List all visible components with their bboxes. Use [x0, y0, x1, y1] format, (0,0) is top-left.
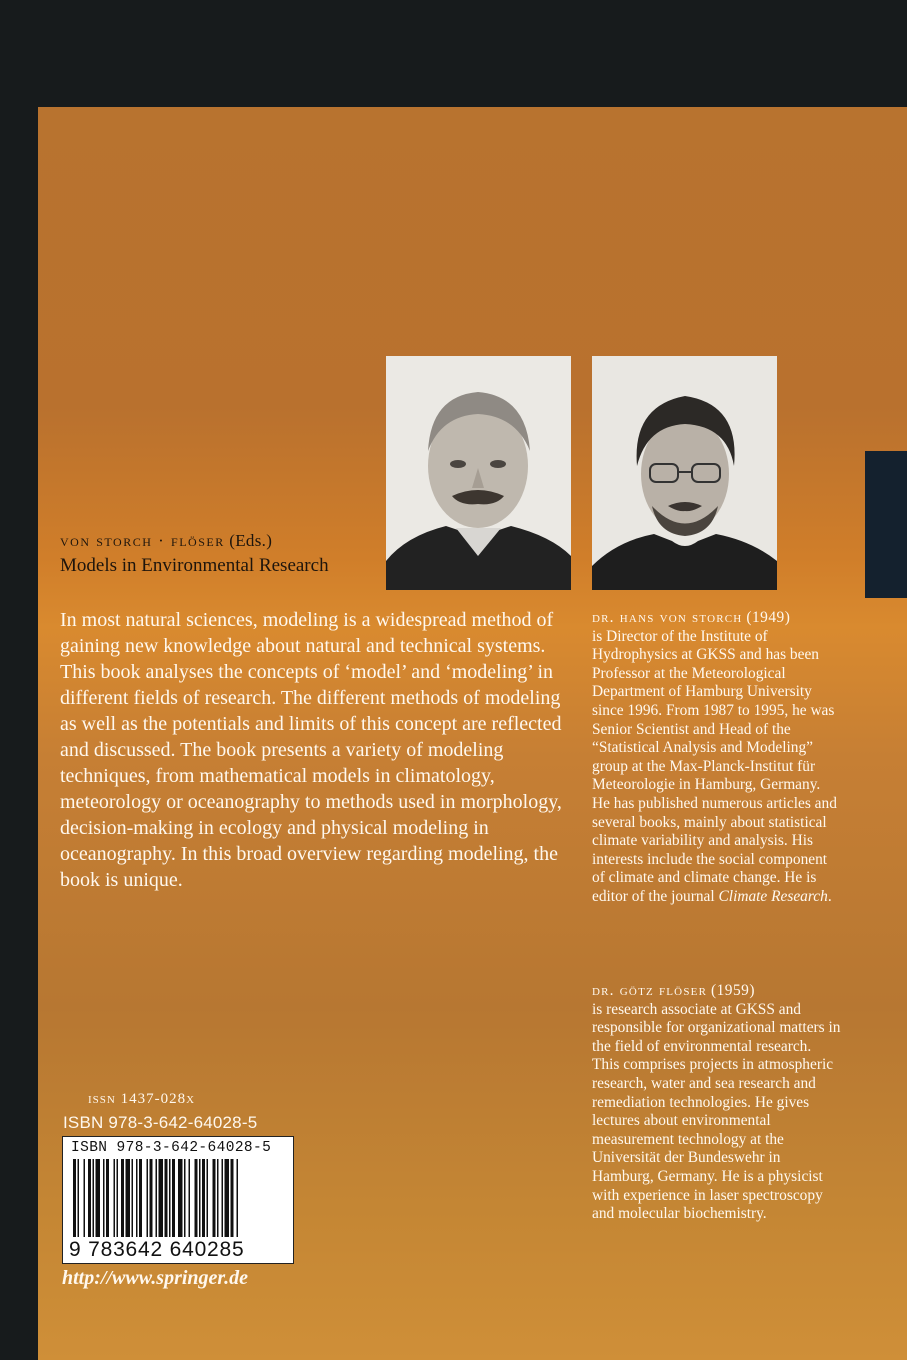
series-authors-line	[60, 531, 272, 551]
portrait-illustration-2	[592, 356, 777, 590]
barcode-bar	[78, 1159, 80, 1237]
barcode-bar	[195, 1159, 198, 1237]
author-bio-floser	[592, 982, 842, 1224]
barcode-bar	[189, 1159, 191, 1237]
barcode-bar	[225, 1159, 230, 1237]
book-title: Models in Environmental Research	[60, 555, 329, 576]
isbn-number: ISBN 978-3-642-64028-5	[63, 1113, 258, 1132]
barcode-bar	[93, 1159, 95, 1237]
issn-number: issn 1437-028x	[88, 1091, 196, 1107]
barcode-bar	[172, 1159, 175, 1237]
barcode-bar	[156, 1159, 158, 1237]
barcode-bar	[147, 1159, 149, 1237]
bio-author-year: (1959)	[710, 982, 756, 999]
portrait-illustration-1	[386, 356, 571, 590]
barcode-bar	[184, 1159, 186, 1237]
author-photo-floser	[592, 356, 777, 590]
barcode-bar	[178, 1159, 183, 1237]
barcode-isbn-label: ISBN 978-3-642-64028-5	[71, 1140, 272, 1156]
barcode-bar	[159, 1159, 164, 1237]
barcode-bar	[237, 1159, 239, 1237]
isbn-barcode	[62, 1136, 294, 1264]
barcode-bar	[114, 1159, 116, 1237]
editors-suffix: (Eds.)	[229, 531, 273, 550]
barcode-bar	[207, 1159, 209, 1237]
book-description: In most natural sciences, modeling is a widespread method of gaining new knowledge about natural and technical systems. This book analyses the concepts of ‘model’ and ‘modeling’ in different fields of research. The different methods of modeling as well as the potentials and limits of this concept are reflected and discussed. The book presents a variety of modeling techniques, from mathematical models in climatology, meteorology or oceanography to methods used in morphology, decision-making in ecology and physical modeling in oceanography. In this broad overview regarding modeling, the book is unique.	[60, 609, 562, 891]
barcode-bar	[136, 1159, 138, 1237]
barcode-bar	[96, 1159, 101, 1237]
barcode-bar	[106, 1159, 109, 1237]
barcode-bar	[202, 1159, 205, 1237]
barcode-bar	[213, 1159, 216, 1237]
barcode-bar	[150, 1159, 153, 1237]
barcode-bar	[103, 1159, 105, 1237]
spine-color-tab	[865, 451, 907, 598]
bio-author-name: dr. hans von storch	[592, 609, 743, 626]
barcode-bar	[84, 1159, 86, 1237]
bio-author-year: (1949)	[746, 609, 791, 626]
bio-text: is research associate at GKSS and responsible for organizational matters in the field of environmental research. This comprises projects in atmospheric research, water and sea research and remediation technologies. He gives lectures about environmental measurement technology at the Universität der Bundeswehr in Hamburg, Germany. He is a physicist with experience in laser spectroscopy and molecular biochemistry.	[592, 1000, 841, 1223]
barcode-digits: 9 783642 640285	[69, 1238, 245, 1261]
barcode-bar	[199, 1159, 201, 1237]
author-bio-von-storch	[592, 609, 842, 907]
barcode-bar	[126, 1159, 131, 1237]
barcode-bar	[231, 1159, 234, 1237]
journal-name: Climate Research	[718, 887, 828, 905]
barcode-bar	[217, 1159, 219, 1237]
barcode-bar	[222, 1159, 224, 1237]
barcode-bar	[88, 1159, 91, 1237]
bio-text-end: .	[827, 887, 832, 905]
bio-text: is Director of the Institute of Hydrophysics at GKSS and has been Professor at the Meteorological Department of Hamburg University since 1996. From 1987 to 1995, he was Senior Scientist and Head of the “Statistical Analysis and Modeling” group at the Max-Planck-Institut für Meteorologie in Hamburg, Germany. He has published numerous articles and several books, mainly about statistical climate variability and analysis. His interests include the social component of climate and climate change. He is editor of the journal	[592, 627, 837, 905]
barcode-bar	[117, 1159, 119, 1237]
barcode-bar	[165, 1159, 168, 1237]
bio-author-name: dr. götz flöser	[592, 982, 708, 999]
barcode-bar	[169, 1159, 171, 1237]
barcode-bar	[132, 1159, 134, 1237]
barcode-bar	[73, 1159, 76, 1237]
barcode-bar	[121, 1159, 124, 1237]
barcode-bars	[73, 1159, 283, 1239]
editor-names: von storch · flöser	[60, 531, 225, 550]
barcode-bar	[139, 1159, 142, 1237]
author-photo-von-storch	[386, 356, 571, 590]
publisher-url: http://www.springer.de	[62, 1267, 248, 1289]
